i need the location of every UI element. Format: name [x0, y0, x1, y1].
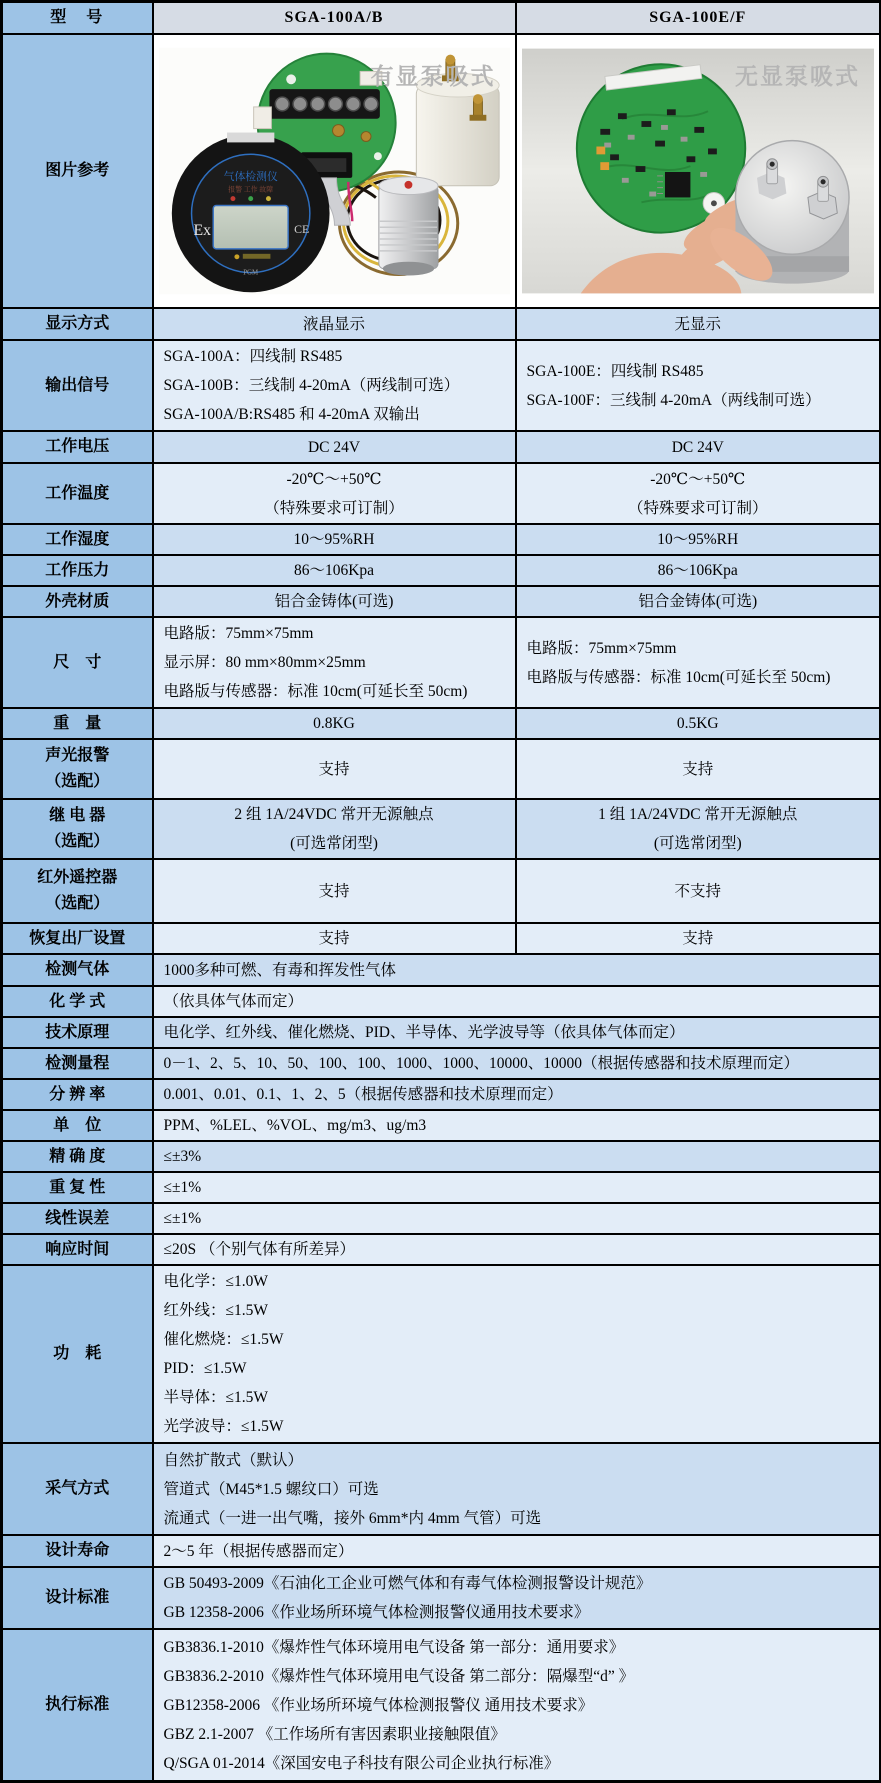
spec-row: [2, 1172, 881, 1203]
row-label: 工作压力: [2, 555, 153, 586]
row-label: 红外遥控器 （选配）: [2, 859, 153, 923]
spec-row: [2, 1535, 881, 1567]
row-value: 10～95%RH: [516, 524, 881, 555]
row-value: GB 50493-2009《石油化工企业可燃气体和有毒气体检测报警设计规范》 GB 12358-2006《作业场所环境气体检测报警仪通用技术要求》: [153, 1567, 881, 1629]
row-label: 精 确 度: [2, 1141, 153, 1172]
row-label: 执行标准: [2, 1629, 153, 1782]
spec-row: [2, 859, 881, 923]
spec-row: [2, 923, 881, 954]
row-value: 0－1、2、5、10、50、100、100、1000、1000、10000、10000（根据传感器和技术原理而定）: [153, 1048, 881, 1079]
row-label: 设计标准: [2, 1567, 153, 1629]
row-value: 电化学、红外线、催化燃烧、PID、半导体、光学波导等（依具体气体而定）: [153, 1017, 881, 1048]
row-value: 电路版：75mm×75mm 显示屏：80 mm×80mm×25mm 电路版与传感器：标准 10cm(可延长至 50cm): [153, 617, 516, 708]
spec-row: [2, 617, 881, 708]
spec-row: [2, 986, 881, 1017]
sensor-cylinder: [378, 177, 437, 276]
row-value: SGA-100E：四线制 RS485 SGA-100F：三线制 4-20mA（两线制可选）: [516, 340, 881, 431]
spec-row: [2, 799, 881, 859]
spec-row: [2, 1017, 881, 1048]
row-label: 线性误差: [2, 1203, 153, 1234]
row-value: 0.5KG: [516, 708, 881, 739]
spec-row: [2, 555, 881, 586]
row-value: 2～5 年（根据传感器而定）: [153, 1535, 881, 1567]
row-value: PPM、%LEL、%VOL、mg/m3、ug/m3: [153, 1110, 881, 1141]
ce-mark: CE: [293, 222, 309, 237]
spec-row: [2, 308, 881, 340]
row-value: DC 24V: [153, 431, 516, 463]
row-value: 0.8KG: [153, 708, 516, 739]
spec-row: [2, 524, 881, 555]
spec-row: [2, 739, 881, 799]
spec-row: [2, 1629, 881, 1782]
spec-row: [2, 586, 881, 617]
photo-row-label: 图片参考: [2, 34, 153, 308]
row-label: 工作电压: [2, 431, 153, 463]
row-label: 工作温度: [2, 463, 153, 524]
row-value: 支持: [153, 859, 516, 923]
spec-row: [2, 1048, 881, 1079]
row-label: 外壳材质: [2, 586, 153, 617]
row-value: 86～106Kpa: [516, 555, 881, 586]
spec-row: [2, 1110, 881, 1141]
row-label: 设计寿命: [2, 1535, 153, 1567]
row-value: 不支持: [516, 859, 881, 923]
row-value: 支持: [516, 923, 881, 954]
row-label: 输出信号: [2, 340, 153, 431]
product-photo-sga100ef: [522, 46, 875, 296]
spec-row: [2, 1141, 881, 1172]
row-value: 自然扩散式（默认） 管道式（M45*1.5 螺纹口）可选 流通式（一进一出气嘴，接外 6mm*内 4mm 气管）可选: [153, 1443, 881, 1535]
row-value: ≤±3%: [153, 1141, 881, 1172]
row-value: 液晶显示: [153, 308, 516, 340]
row-label: 声光报警 （选配）: [2, 739, 153, 799]
product-photo-sga100ab: [159, 46, 510, 296]
row-value: 支持: [153, 923, 516, 954]
photo-cell-left: [153, 34, 516, 308]
model-header-row: [2, 2, 881, 35]
row-value: GB3836.1-2010《爆炸性气体环境用电气设备 第一部分：通用要求》 GB3836.2-2010《爆炸性气体环境用电气设备 第二部分：隔爆型“d” 》 GB12358-2006 《作业场所环境气体检测报警仪 通用技术要求》 GBZ 2.1-2007 《工作场所有害因素职业接触限值》 Q/SGA 01-2014《深国安电子科技有限公司企业执行标准》: [153, 1629, 881, 1782]
spec-row: [2, 463, 881, 524]
pgm-label: PGM: [242, 269, 258, 277]
row-label: 尺 寸: [2, 617, 153, 708]
row-label: 重 量: [2, 708, 153, 739]
row-label: 化 学 式: [2, 986, 153, 1017]
row-value: 10～95%RH: [153, 524, 516, 555]
row-label: 显示方式: [2, 308, 153, 340]
spec-row: [2, 708, 881, 739]
row-value: 电化学：≤1.0W 红外线：≤1.5W 催化燃烧：≤1.5W PID：≤1.5W 半导体：≤1.5W 光学波导：≤1.5W: [153, 1265, 881, 1443]
model-e-header: SGA-100E/F: [516, 2, 881, 35]
row-value: -20℃～+50℃ （特殊要求可订制）: [153, 463, 516, 524]
photo-row: [2, 34, 881, 308]
row-value: DC 24V: [516, 431, 881, 463]
row-label: 重 复 性: [2, 1172, 153, 1203]
device-brand-text: 气体检测仪: [223, 170, 278, 183]
row-value: 1 组 1A/24VDC 常开无源触点 (可选常闭型): [516, 799, 881, 859]
spec-row: [2, 954, 881, 986]
row-value: 0.001、0.01、0.1、1、2、5（根据传感器和技术原理而定）: [153, 1079, 881, 1110]
row-value: 1000多种可燃、有毒和挥发性气体: [153, 954, 881, 986]
row-value: 86～106Kpa: [153, 555, 516, 586]
row-value: 无显示: [516, 308, 881, 340]
row-value: -20℃～+50℃ （特殊要求可订制）: [516, 463, 881, 524]
row-label: 检测气体: [2, 954, 153, 986]
row-label: 采气方式: [2, 1443, 153, 1535]
row-label: 分 辨 率: [2, 1079, 153, 1110]
row-value: 铝合金铸体(可选): [153, 586, 516, 617]
row-label: 功 耗: [2, 1265, 153, 1443]
row-value: 2 组 1A/24VDC 常开无源触点 (可选常闭型): [153, 799, 516, 859]
spec-row: [2, 340, 881, 431]
row-value: 支持: [516, 739, 881, 799]
row-value: SGA-100A：四线制 RS485 SGA-100B：三线制 4-20mA（两线制可选） SGA-100A/B:RS485 和 4-20mA 双输出: [153, 340, 516, 431]
row-label: 工作湿度: [2, 524, 153, 555]
spec-row: [2, 431, 881, 463]
photo-cell-right: [516, 34, 881, 308]
spec-row: [2, 1234, 881, 1265]
row-value: ≤±1%: [153, 1172, 881, 1203]
row-label: 检测量程: [2, 1048, 153, 1079]
ex-mark: Ex: [193, 222, 211, 240]
row-value: ≤±1%: [153, 1203, 881, 1234]
row-label: 技术原理: [2, 1017, 153, 1048]
spec-row: [2, 1203, 881, 1234]
row-label: 恢复出厂设置: [2, 923, 153, 954]
model-header-label: 型 号: [2, 2, 153, 35]
row-value: （依具体气体而定）: [153, 986, 881, 1017]
row-label: 响应时间: [2, 1234, 153, 1265]
spec-row: [2, 1079, 881, 1110]
row-value: 电路版：75mm×75mm 电路版与传感器：标准 10cm(可延长至 50cm): [516, 617, 881, 708]
spec-row: [2, 1567, 881, 1629]
row-label: 单 位: [2, 1110, 153, 1141]
row-value: ≤20S （个别气体有所差异）: [153, 1234, 881, 1265]
model-a-header: SGA-100A/B: [153, 2, 516, 35]
row-value: 铝合金铸体(可选): [516, 586, 881, 617]
watermark-left: 有显泵吸式: [370, 64, 496, 89]
watermark-right: 无显泵吸式: [735, 64, 860, 89]
row-label: 继 电 器 （选配）: [2, 799, 153, 859]
spec-row: [2, 1265, 881, 1443]
device-led-labels: 报警 工作 故障: [227, 186, 273, 194]
spec-row: [2, 1443, 881, 1535]
row-value: 支持: [153, 739, 516, 799]
